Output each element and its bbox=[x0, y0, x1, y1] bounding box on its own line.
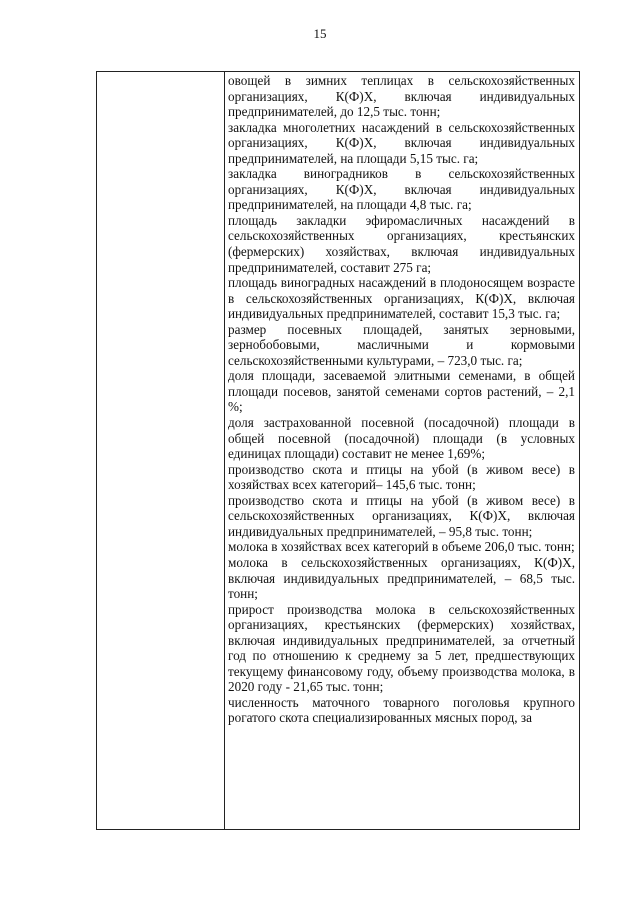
indicators-table bbox=[96, 71, 580, 830]
indicator-paragraph: производство скота и птицы на убой (в живом весе) в сельскохозяйственных организациях, К(Ф)Х, включая индивидуальных предпринимателей, – 95,8 тыс. тонн; bbox=[228, 492, 575, 539]
indicator-paragraph: доля площади, засеваемой элитными семенами, в общей площади посевов, занятой семенами сортов растений, – 2,1 %; bbox=[228, 368, 575, 415]
indicator-paragraph: овощей в зимних теплицах в сельскохозяйственных организациях, К(Ф)Х, включая индивидуальных предпринимателей, до 12,5 тыс. тонн; bbox=[228, 73, 575, 120]
indicator-paragraph: производство скота и птицы на убой (в живом весе) в хозяйствах всех категорий– 145,6 тыс. тонн; bbox=[228, 461, 575, 493]
indicator-paragraph: доля застрахованной посевной (посадочной) площади в общей посевной (посадочной) площади (в условных единицах площади) составит не менее 1,69%; bbox=[228, 415, 575, 462]
indicator-paragraph: численность маточного товарного поголовья крупного рогатого скота специализированных мясных пород, за bbox=[228, 694, 575, 726]
indicator-paragraph: молока в сельскохозяйственных организациях, К(Ф)Х, включая индивидуальных предпринимателей, – 68,5 тыс. тонн; bbox=[228, 554, 575, 602]
table-right-cell bbox=[225, 72, 579, 829]
indicator-paragraph: молока в хозяйствах всех категорий в объеме 206,0 тыс. тонн; bbox=[228, 539, 575, 555]
indicator-paragraph: площадь закладки эфиромасличных насаждений в сельскохозяйственных организациях, крестьянских (фермерских) хозяйствах, включая индивидуальных предпринимателей, составит 275 га; bbox=[228, 212, 575, 275]
table-left-cell bbox=[97, 72, 225, 829]
page-number: 15 bbox=[313, 26, 327, 41]
indicator-paragraph: закладка многолетних насаждений в сельскохозяйственных организациях, К(Ф)Х, включая индивидуальных предпринимателей, на площади 5,15 тыс. га; bbox=[228, 119, 575, 166]
indicator-paragraph: прирост производства молока в сельскохозяйственных организациях, крестьянских (фермерских) хозяйствах, включая индивидуальных предпринимателей, за отчетный год по отношению к среднему за 5 лет, предшествующих текущему финансовому году, объему производства молока, в 2020 году - 21,65 тыс. тонн; bbox=[228, 601, 575, 695]
indicator-paragraph: закладка виноградников в сельскохозяйственных организациях, К(Ф)Х, включая индивидуальных предпринимателей, на площади 4,8 тыс. га; bbox=[228, 166, 575, 213]
indicator-paragraph: площадь виноградных насаждений в плодоносящем возрасте в сельскохозяйственных организациях, К(Ф)Х, включая индивидуальных предпринимателей, составит 15,3 тыс. га; bbox=[228, 275, 575, 322]
indicator-paragraph: размер посевных площадей, занятых зерновыми, зернобобовыми, масличными и кормовыми сельскохозяйственными культурами, – 723,0 тыс. га; bbox=[228, 321, 575, 368]
